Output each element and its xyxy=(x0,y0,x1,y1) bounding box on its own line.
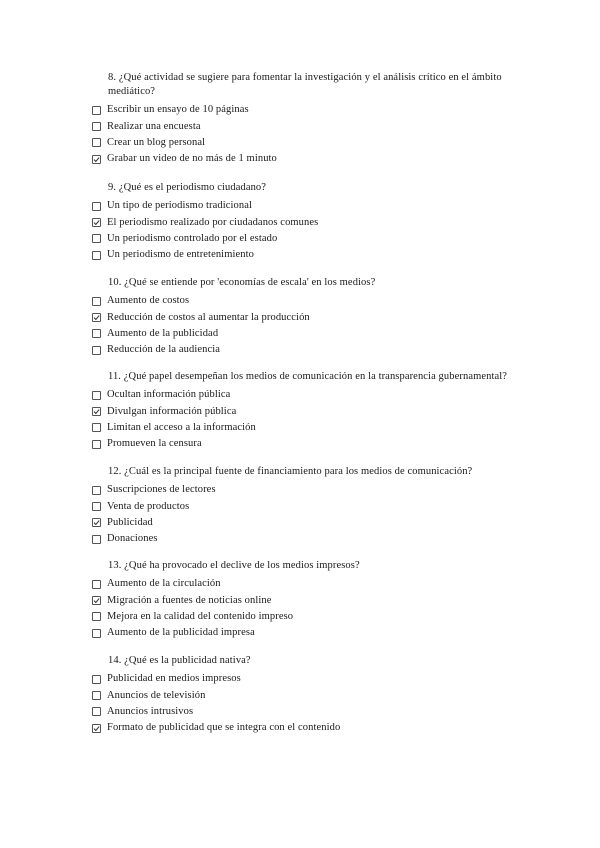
checkmark-icon xyxy=(93,519,100,526)
checkmark-icon xyxy=(93,156,100,163)
answer-option[interactable] xyxy=(92,231,542,247)
option-label: Grabar un video de no más de 1 minuto xyxy=(107,153,277,165)
checkbox[interactable] xyxy=(92,329,101,338)
answer-option[interactable] xyxy=(92,342,542,358)
checkbox[interactable] xyxy=(92,423,101,432)
option-label: Limitan el acceso a la información xyxy=(107,421,256,433)
answer-option[interactable] xyxy=(92,515,542,531)
checkbox[interactable] xyxy=(92,122,101,131)
checkbox[interactable] xyxy=(92,707,101,716)
question-prompt: ¿Qué ha provocado el declive de los medios impresos? xyxy=(124,560,360,571)
question-number: 13. xyxy=(108,560,122,571)
answer-option[interactable] xyxy=(92,198,542,214)
checkbox-checked[interactable] xyxy=(92,596,101,605)
option-label: Donaciones xyxy=(107,533,158,545)
checkbox[interactable] xyxy=(92,612,101,621)
question-prompt: ¿Cuál es la principal fuente de financiamiento para los medios de comunicación? xyxy=(124,466,473,477)
checkmark-icon xyxy=(93,314,100,321)
checkbox-checked[interactable] xyxy=(92,155,101,164)
checkmark-icon xyxy=(93,219,100,226)
checkbox[interactable] xyxy=(92,580,101,589)
question-12 xyxy=(92,465,542,548)
answer-option[interactable] xyxy=(92,118,542,134)
option-label: Aumento de la publicidad impresa xyxy=(107,627,255,639)
option-label: Escribir un ensayo de 10 páginas xyxy=(107,104,249,116)
question-prompt: ¿Qué se entiende por 'economías de escala' en los medios? xyxy=(124,277,376,288)
option-label: El periodismo realizado por ciudadanos comunes xyxy=(107,216,319,228)
option-label: Suscripciones de lectores xyxy=(107,484,216,496)
answer-option[interactable] xyxy=(92,309,542,325)
answer-option[interactable] xyxy=(92,387,542,403)
answer-option[interactable] xyxy=(92,102,542,118)
question-8 xyxy=(92,71,542,168)
checkbox-checked[interactable] xyxy=(92,218,101,227)
checkmark-icon xyxy=(93,408,100,415)
answer-option[interactable] xyxy=(92,720,542,736)
checkbox[interactable] xyxy=(92,629,101,638)
option-label: Crear un blog personal xyxy=(107,136,206,148)
answer-option[interactable] xyxy=(92,671,542,687)
option-label: Un tipo de periodismo tradicional xyxy=(107,200,253,212)
option-label: Promueven la censura xyxy=(107,438,202,450)
option-label: Mejora en la calidad del contenido impreso xyxy=(107,610,294,622)
checkbox-checked[interactable] xyxy=(92,518,101,527)
question-14 xyxy=(92,654,542,737)
answer-option[interactable] xyxy=(92,247,542,263)
checkbox[interactable] xyxy=(92,440,101,449)
option-label: Publicidad en medios impresos xyxy=(107,673,241,685)
checkbox-checked[interactable] xyxy=(92,724,101,733)
checkbox[interactable] xyxy=(92,106,101,115)
question-text xyxy=(108,370,542,384)
question-9 xyxy=(92,181,542,264)
answer-option[interactable] xyxy=(92,403,542,419)
checkbox[interactable] xyxy=(92,234,101,243)
question-prompt: ¿Qué es la publicidad nativa? xyxy=(124,655,251,666)
question-prompt: ¿Qué es el periodismo ciudadano? xyxy=(118,182,267,193)
option-label: Anuncios intrusivos xyxy=(107,705,194,717)
checkbox-checked[interactable] xyxy=(92,407,101,416)
checkbox-checked[interactable] xyxy=(92,313,101,322)
answer-option[interactable] xyxy=(92,704,542,720)
option-label: Formato de publicidad que se integra con el contenido xyxy=(107,722,341,734)
checkbox[interactable] xyxy=(92,675,101,684)
answer-option[interactable] xyxy=(92,482,542,498)
question-prompt: ¿Qué papel desempeñan los medios de comunicación en la transparencia gubernamental? xyxy=(123,371,508,382)
option-label: Reducción de la audiencia xyxy=(107,344,220,356)
checkbox[interactable] xyxy=(92,346,101,355)
question-text xyxy=(108,181,542,195)
answer-option[interactable] xyxy=(92,151,542,167)
option-label: Anuncios de televisión xyxy=(107,689,206,701)
option-label: Un periodismo de entretenimiento xyxy=(107,249,254,261)
checkbox[interactable] xyxy=(92,502,101,511)
question-number: 9. xyxy=(108,182,117,193)
checkbox[interactable] xyxy=(92,486,101,495)
question-11 xyxy=(92,370,542,453)
question-10 xyxy=(92,276,542,359)
checkbox[interactable] xyxy=(92,202,101,211)
answer-option[interactable] xyxy=(92,687,542,703)
option-label: Ocultan información pública xyxy=(107,389,231,401)
checkbox[interactable] xyxy=(92,251,101,260)
answer-option[interactable] xyxy=(92,592,542,608)
answer-option[interactable] xyxy=(92,326,542,342)
question-number: 11. xyxy=(108,371,122,382)
option-label: Un periodismo controlado por el estado xyxy=(107,232,278,244)
option-label: Realizar una encuesta xyxy=(107,120,201,132)
answer-option[interactable] xyxy=(92,576,542,592)
option-label: Publicidad xyxy=(107,516,153,528)
option-label: Divulgan información pública xyxy=(107,405,237,417)
question-text xyxy=(108,276,542,290)
option-label: Migración a fuentes de noticias online xyxy=(107,594,272,606)
checkbox[interactable] xyxy=(92,138,101,147)
question-text xyxy=(108,71,542,99)
option-label: Venta de productos xyxy=(107,500,190,512)
answer-option[interactable] xyxy=(92,214,542,230)
answer-option[interactable] xyxy=(92,420,542,436)
option-label: Aumento de la publicidad xyxy=(107,327,219,339)
checkbox[interactable] xyxy=(92,535,101,544)
question-text xyxy=(108,654,542,668)
answer-option[interactable] xyxy=(92,498,542,514)
answer-option[interactable] xyxy=(92,625,542,641)
option-label: Aumento de costos xyxy=(107,295,190,307)
question-number: 10. xyxy=(108,277,122,288)
option-label: Reducción de costos al aumentar la producción xyxy=(107,311,310,323)
answer-option[interactable] xyxy=(92,293,542,309)
question-number: 14. xyxy=(108,655,122,666)
question-13 xyxy=(92,559,542,642)
checkbox[interactable] xyxy=(92,691,101,700)
checkmark-icon xyxy=(93,725,100,732)
question-text xyxy=(108,465,542,479)
answer-option[interactable] xyxy=(92,531,542,547)
question-text xyxy=(108,559,542,573)
option-label: Aumento de la circulación xyxy=(107,578,221,590)
answer-option[interactable] xyxy=(92,609,542,625)
checkbox[interactable] xyxy=(92,391,101,400)
question-number: 12. xyxy=(108,466,122,477)
question-prompt: ¿Qué actividad se sugiere para fomentar la investigación y el análisis crítico en el ámbito mediático? xyxy=(108,72,502,97)
checkmark-icon xyxy=(93,597,100,604)
answer-option[interactable] xyxy=(92,135,542,151)
checkbox[interactable] xyxy=(92,297,101,306)
answer-option[interactable] xyxy=(92,436,542,452)
question-number: 8. xyxy=(108,72,117,83)
